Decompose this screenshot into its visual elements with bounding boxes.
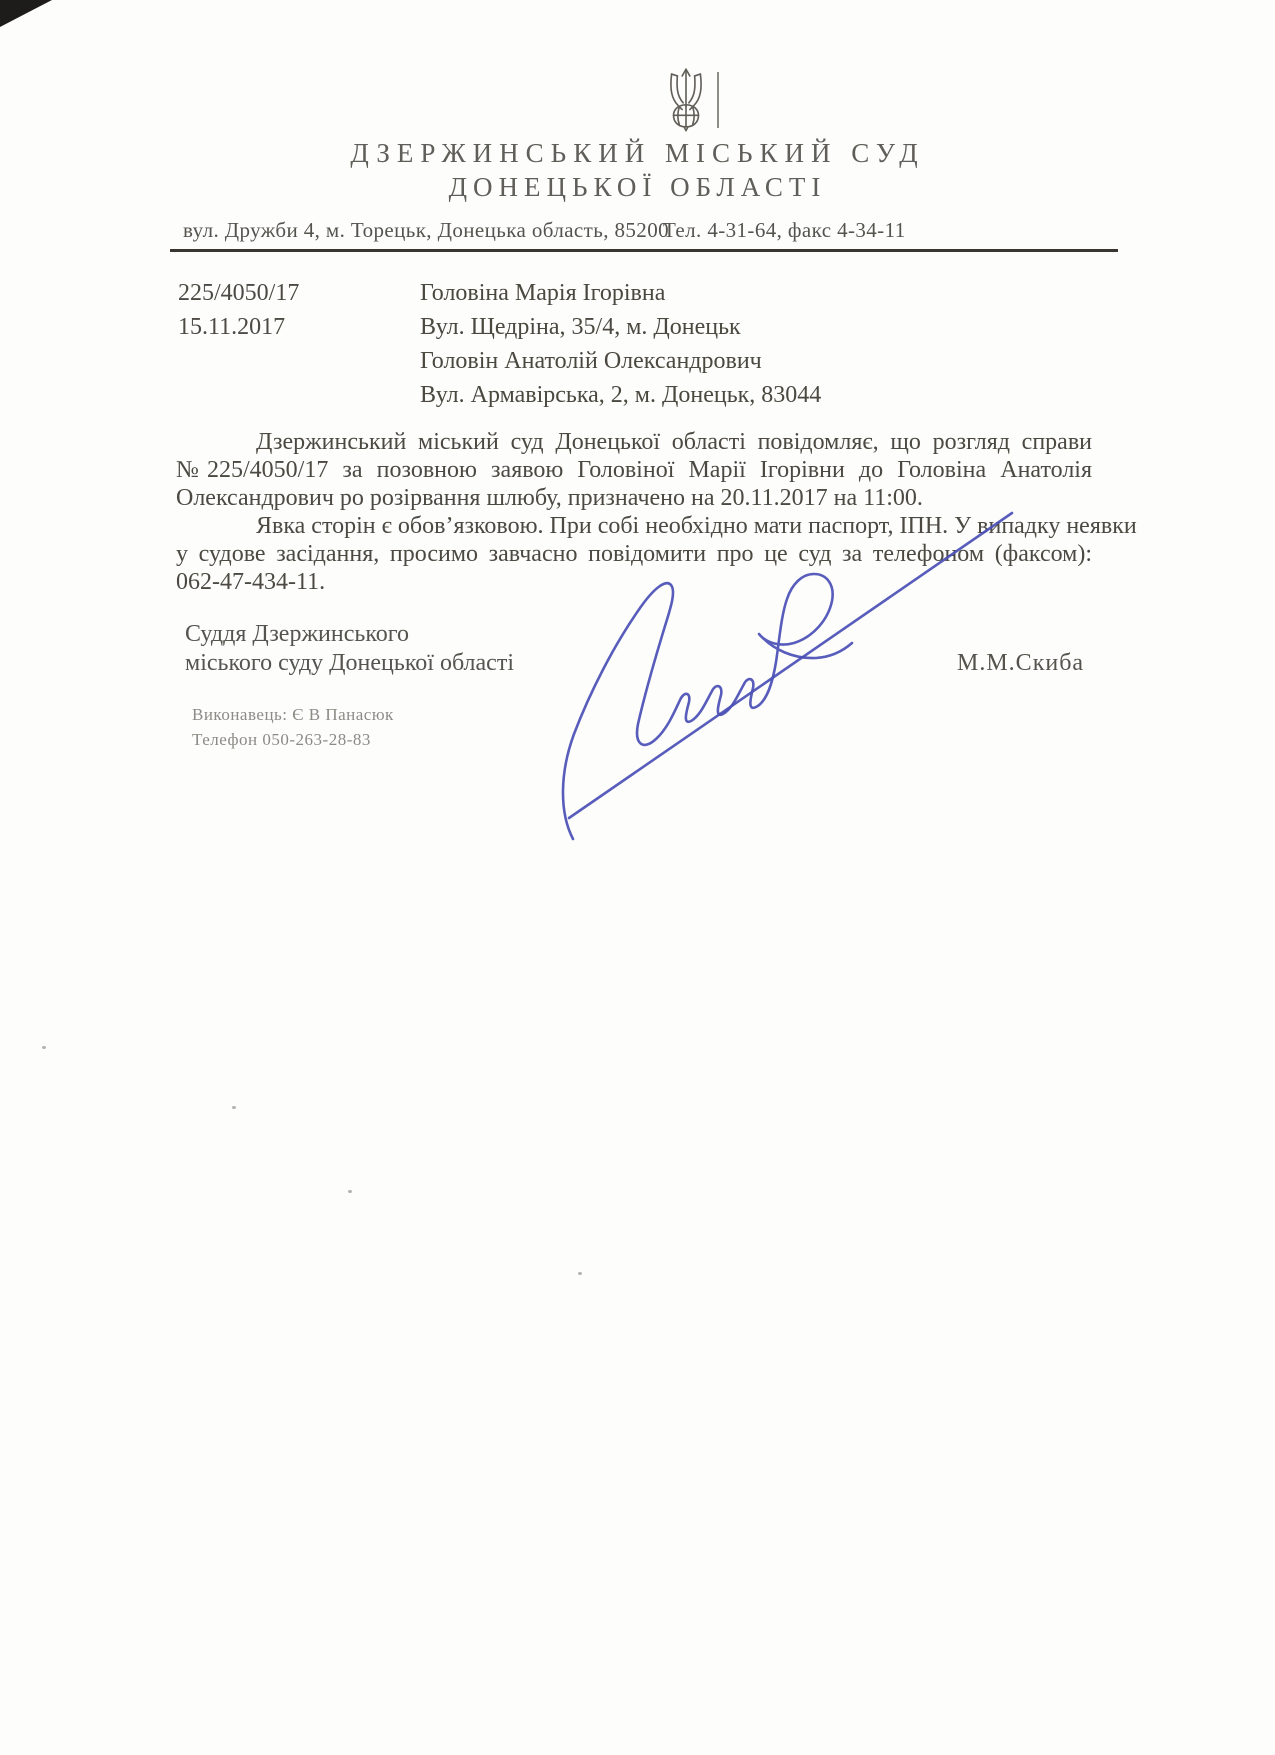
recipient-address: Вул. Армавірська, 2, м. Донецьк, 83044 bbox=[420, 382, 822, 408]
recipient-name: Головіна Марія Ігорівна bbox=[420, 280, 666, 306]
recipient-address: Вул. Щедріна, 35/4, м. Донецьк bbox=[420, 314, 741, 340]
body-line: 062-47-434-11. bbox=[176, 569, 326, 595]
ukraine-trident-emblem-icon bbox=[662, 66, 710, 132]
letter-date: 15.11.2017 bbox=[178, 314, 286, 340]
court-phone: Тел. 4-31-64, факс 4-34-11 bbox=[663, 218, 906, 242]
body-line: №225/4050/17 за позовною заявою Головіної Марії Ігорівни до Головіна Анатолія bbox=[176, 457, 1092, 483]
court-address: вул. Дружби 4, м. Торецьк, Донецька область, 85200 bbox=[183, 218, 669, 242]
scan-speck bbox=[232, 1106, 236, 1109]
header-divider bbox=[170, 249, 1118, 252]
judge-role-line1: Суддя Дзержинського bbox=[185, 621, 410, 647]
letter-body bbox=[176, 428, 1137, 596]
body-line: Дзержинський міський суд Донецької області повідомляє, що розгляд справи bbox=[256, 429, 1092, 455]
scan-corner-artifact bbox=[0, 0, 52, 27]
executor-phone: Телефон 050-263-28-83 bbox=[192, 730, 371, 749]
recipient-name: Головін Анатолій Олександрович bbox=[420, 348, 762, 374]
reference-block bbox=[178, 276, 299, 344]
scan-speck bbox=[578, 1272, 582, 1275]
recipients-block bbox=[420, 276, 821, 412]
judge-name: М.М.Скиба bbox=[957, 650, 1085, 676]
court-name-line1: ДЗЕРЖИНСЬКИЙ МІСЬКИЙ СУД bbox=[350, 138, 925, 168]
body-line: Олександрович ро розірвання шлюбу, призначено на 20.11.2017 на 11:00. bbox=[176, 485, 923, 511]
case-number: 225/4050/17 bbox=[178, 280, 300, 306]
body-line: Явка сторін є обов’язковою. При собі необхідно мати паспорт, ІПН. У випадку неявки bbox=[256, 513, 1137, 539]
scan-line-artifact bbox=[717, 72, 719, 128]
body-line: у судове засідання, просимо завчасно повідомити про це суд за телефоном (факсом): bbox=[176, 541, 1092, 567]
judge-role-line2: міського суду Донецької області bbox=[185, 650, 514, 676]
scan-speck bbox=[348, 1190, 352, 1193]
executor-block bbox=[192, 702, 394, 752]
court-name-line2: ДОНЕЦЬКОЇ ОБЛАСТІ bbox=[448, 172, 827, 202]
executor-name: Виконавець: Є В Панасюк bbox=[192, 705, 394, 724]
judge-role-block bbox=[185, 620, 514, 678]
scan-speck bbox=[42, 1046, 46, 1049]
